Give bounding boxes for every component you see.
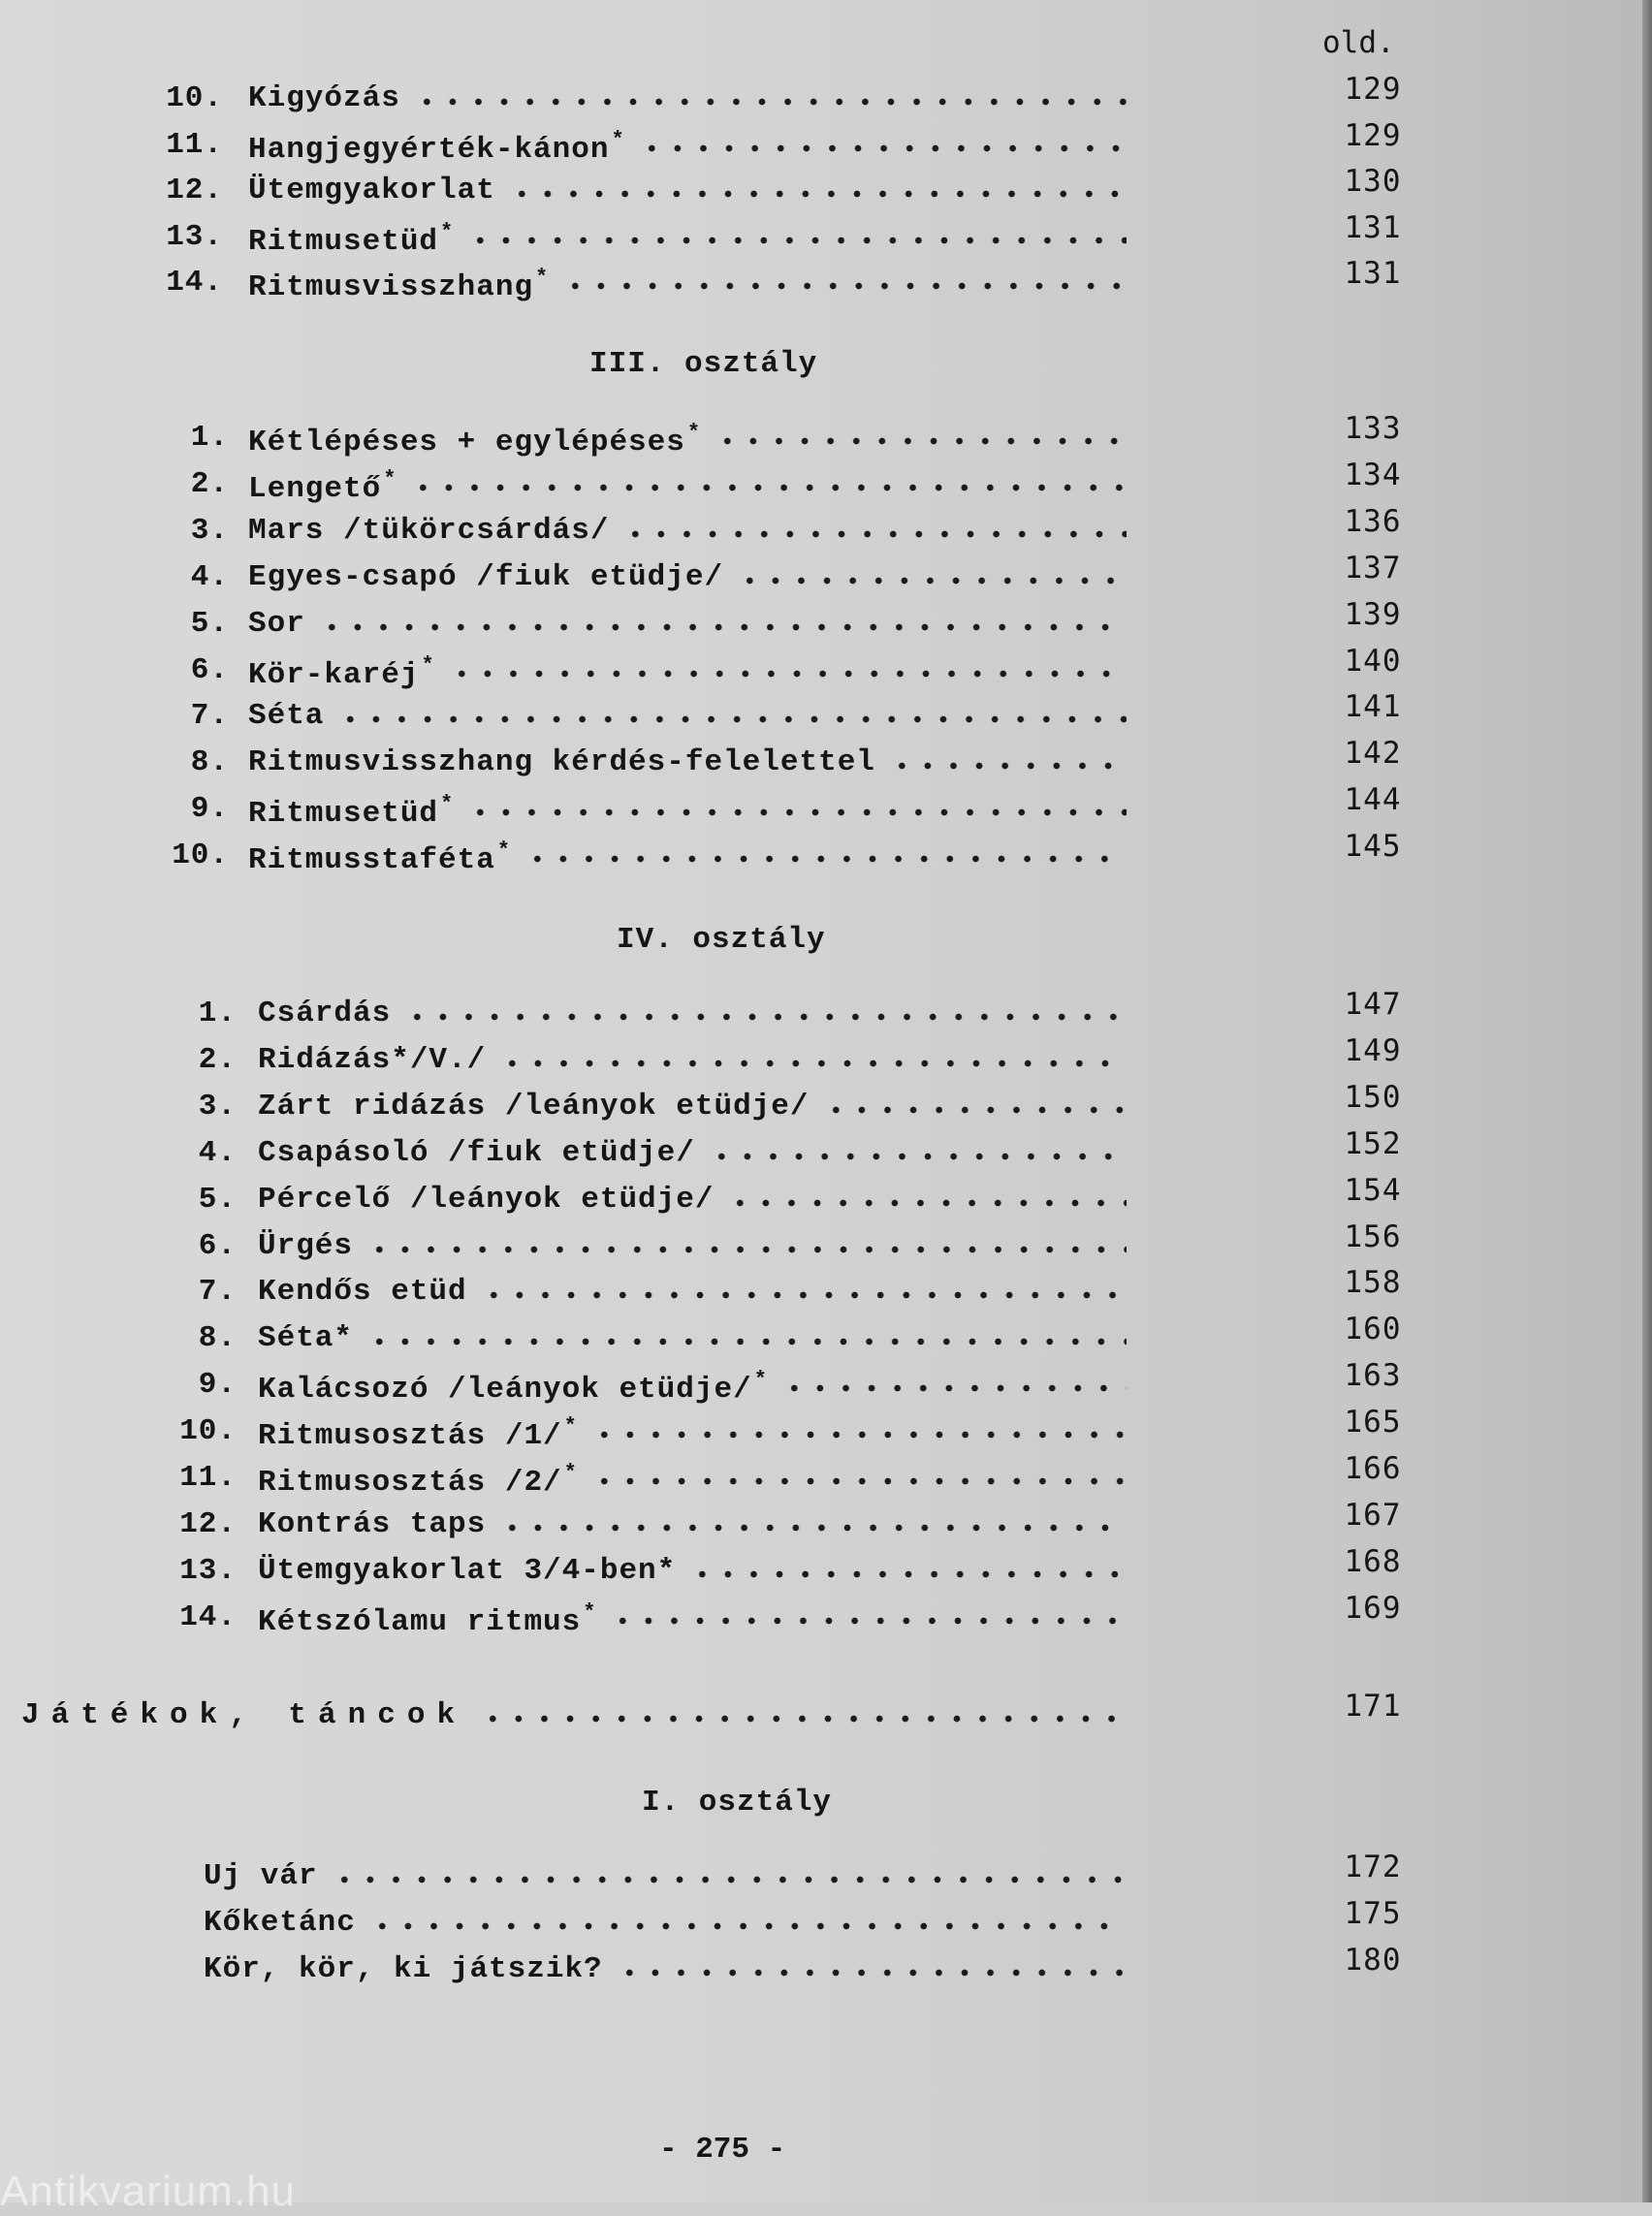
section-heading: IV. osztály	[617, 923, 826, 957]
entry-number: 7.	[198, 1275, 237, 1310]
entry-number: 9.	[198, 1368, 237, 1403]
dot-leader	[467, 807, 1127, 817]
entry-title	[248, 220, 454, 259]
dot-leader	[610, 1616, 1127, 1626]
entry-title	[258, 1461, 578, 1500]
section-heading: III. osztály	[589, 347, 818, 381]
entry-title-text: Csapásoló /fiuk etüdje/	[258, 1135, 695, 1170]
entry-page-number: 134	[1344, 457, 1402, 492]
entry-title-text: Kétlépéses + egylépéses	[248, 426, 685, 459]
entry-title-text: Hangjegyérték-kánon	[248, 132, 610, 167]
entry-page-number: 147	[1344, 987, 1402, 1022]
entry-title	[248, 653, 435, 692]
dot-leader	[562, 281, 1127, 291]
entry-number: 9.	[190, 792, 229, 827]
entry-title	[258, 1229, 353, 1263]
entry-number: 10.	[166, 81, 223, 115]
entry-title	[248, 839, 511, 877]
asterisk-mark: *	[421, 652, 435, 678]
entry-number: 12.	[179, 1506, 237, 1541]
asterisk-mark: *	[440, 219, 455, 244]
entry-title-text: Ütemgyakorlat	[248, 174, 495, 207]
entry-page-number: 129	[1344, 117, 1402, 153]
dot-leader	[499, 1523, 1127, 1533]
entry-title-text: Ürgés	[258, 1228, 354, 1263]
entry-title-text: Kör, kör, ki játszik?	[204, 1952, 603, 1986]
page-column-label: old.	[1322, 25, 1395, 60]
entry-page-number: 166	[1344, 1451, 1402, 1486]
dot-leader	[481, 1290, 1127, 1300]
entry-number: 8.	[198, 1321, 237, 1356]
dot-leader	[509, 189, 1127, 199]
entry-page-number: 131	[1344, 256, 1402, 291]
dot-leader	[709, 1152, 1127, 1161]
entry-number: 10.	[172, 839, 229, 873]
entry-number: 3.	[190, 513, 229, 548]
entry-page-number: 145	[1344, 829, 1402, 865]
entry-page-number: 156	[1344, 1219, 1402, 1254]
entry-page-number: 180	[1344, 1943, 1402, 1978]
entry-number: 11.	[166, 127, 223, 162]
entry-title	[248, 560, 723, 594]
entry-title	[248, 467, 397, 506]
entry-page-number: 158	[1344, 1265, 1402, 1301]
entry-title	[258, 1507, 486, 1541]
entry-number: 5.	[198, 1182, 237, 1217]
dot-leader	[622, 529, 1127, 539]
dot-leader	[889, 761, 1127, 771]
entry-page-number: 144	[1344, 782, 1402, 818]
entry-title	[248, 421, 701, 459]
dot-leader	[591, 1476, 1127, 1486]
dot-leader	[366, 1245, 1127, 1254]
entry-page-number: 154	[1344, 1172, 1402, 1208]
asterisk-mark: *	[563, 1461, 578, 1485]
dot-leader	[332, 1875, 1127, 1884]
entry-title-text: Kendős etüd	[258, 1275, 467, 1310]
dot-leader	[449, 669, 1127, 679]
asterisk-mark: *	[563, 1414, 578, 1440]
toc-entry	[0, 829, 1652, 883]
entry-page-number: 167	[1344, 1497, 1402, 1533]
dot-leader	[414, 97, 1127, 107]
entry-title	[248, 699, 324, 733]
entry-page-number: 163	[1344, 1358, 1402, 1394]
entry-title	[248, 514, 609, 548]
entry-page-number: 149	[1344, 1032, 1402, 1068]
entry-title	[248, 266, 549, 304]
asterisk-mark: *	[753, 1368, 768, 1393]
entry-page-number: 172	[1344, 1850, 1402, 1884]
entry-number: 7.	[190, 699, 229, 734]
entry-title-text: Ritmusosztás /2/	[258, 1466, 562, 1500]
entry-title-text: Uj vár	[204, 1859, 318, 1893]
entry-title-text: Egyes-csapó /fiuk etüdje/	[248, 559, 724, 594]
entry-number: 12.	[166, 174, 223, 207]
entry-title	[258, 1043, 486, 1077]
entry-title	[204, 1859, 318, 1893]
entry-title	[204, 1952, 603, 1986]
entry-number: 3.	[198, 1089, 237, 1124]
entry-number: 6.	[198, 1228, 237, 1263]
entry-number: 13.	[166, 219, 223, 254]
entry-number: 14.	[179, 1599, 237, 1634]
entry-page-number: 168	[1344, 1543, 1402, 1579]
dot-leader	[480, 1714, 1127, 1724]
entry-title-text: Ridázás*/V./	[258, 1042, 487, 1077]
dot-leader	[467, 236, 1127, 245]
dot-leader	[823, 1105, 1127, 1115]
asterisk-mark: *	[583, 1599, 597, 1625]
entry-title-text: Mars /tükörcsárdás/	[248, 513, 610, 548]
entry-title-text: Kigyózás	[248, 81, 400, 115]
entry-number: 8.	[190, 745, 229, 780]
entry-number: 4.	[198, 1135, 237, 1170]
entry-page-number: 150	[1344, 1079, 1402, 1115]
entry-title-text: Ritmusvisszhang kérdés-felelettel	[248, 745, 875, 780]
entry-title-text: Ritmusetüd	[248, 797, 439, 832]
games-section-entry	[0, 1689, 1652, 1743]
entry-page-number: 137	[1344, 550, 1402, 586]
dot-leader	[617, 1968, 1127, 1978]
entry-number: 14.	[166, 266, 223, 300]
toc-entry	[0, 1943, 1652, 1997]
dot-leader	[781, 1383, 1127, 1393]
entry-title	[258, 1321, 353, 1355]
entry-number: 2.	[198, 1042, 237, 1077]
entry-page-number: 136	[1344, 503, 1402, 539]
entry-title-text: Csárdás	[258, 997, 392, 1030]
entry-title	[258, 1368, 768, 1407]
entry-page-number: 142	[1344, 736, 1402, 772]
entry-number: 13.	[179, 1553, 237, 1588]
entry-title-text: Ritmusetüd	[248, 224, 439, 259]
entry-page-number: 141	[1344, 689, 1402, 725]
entry-title-text: Sor	[248, 606, 305, 641]
entry-number: 6.	[190, 652, 229, 687]
dot-leader	[337, 714, 1127, 724]
entry-title	[258, 1275, 467, 1309]
entry-title-text: Kétszólamu ritmus	[258, 1604, 582, 1639]
entry-title-text: Ritmusosztás /1/	[258, 1419, 562, 1454]
games-section-title: Játékok, táncok	[21, 1698, 467, 1732]
asterisk-mark: *	[611, 127, 625, 152]
entry-title-text: Séta	[248, 699, 325, 734]
entry-title	[258, 1414, 578, 1453]
entry-title-text: Pércelő /leányok etüdje/	[258, 1182, 715, 1217]
entry-page-number: 175	[1344, 1896, 1402, 1931]
dot-leader	[366, 1337, 1127, 1346]
dot-leader	[524, 854, 1127, 864]
entry-title-text: Ritmusvisszhang	[248, 270, 534, 304]
entry-title-text: Ütemgyakorlat 3/4-ben*	[258, 1553, 677, 1588]
entry-page-number: 152	[1344, 1125, 1402, 1161]
entry-page-number: 165	[1344, 1405, 1402, 1440]
entry-title-text: Zárt ridázás /leányok etüdje/	[258, 1089, 810, 1124]
watermark: Antikvarium.hu	[0, 2168, 297, 2215]
entry-title	[258, 997, 391, 1030]
entry-page-number: 130	[1344, 164, 1402, 199]
dot-leader	[737, 576, 1127, 586]
entry-page-number: 171	[1344, 1689, 1402, 1724]
entry-title	[248, 128, 625, 167]
entry-number: 10.	[179, 1414, 237, 1449]
entry-page-number: 131	[1344, 209, 1402, 245]
dot-leader	[319, 622, 1127, 632]
entry-title	[248, 81, 400, 115]
entry-number: 11.	[179, 1461, 237, 1495]
entry-title-text: Lengető	[248, 471, 382, 506]
dot-leader	[715, 436, 1127, 446]
entry-title-text: Ritmusstaféta	[248, 843, 495, 878]
entry-title	[258, 1554, 676, 1588]
dot-leader	[369, 1921, 1127, 1931]
asterisk-mark: *	[440, 792, 455, 817]
dot-leader	[639, 143, 1127, 153]
entry-number: 5.	[190, 606, 229, 641]
dot-leader	[727, 1198, 1127, 1208]
entry-title-text: Séta*	[258, 1321, 354, 1356]
entry-title	[204, 1906, 356, 1940]
section-heading: I. osztály	[642, 1786, 833, 1820]
entry-title	[248, 607, 305, 641]
entry-number: 4.	[190, 559, 229, 594]
entry-page-number: 129	[1344, 72, 1402, 107]
dot-leader	[591, 1430, 1127, 1440]
entry-page-number: 140	[1344, 643, 1402, 679]
entry-number: 1.	[198, 997, 237, 1030]
asterisk-mark: *	[686, 421, 702, 445]
dot-leader	[689, 1569, 1127, 1579]
page-number: - 275 -	[659, 2133, 786, 2167]
dot-leader	[410, 483, 1127, 492]
entry-page-number: 160	[1344, 1312, 1402, 1347]
entry-title-text: Kör-karéj	[248, 657, 420, 692]
dot-leader	[404, 1012, 1127, 1022]
entry-title	[248, 745, 875, 779]
entry-page-number: 169	[1344, 1590, 1402, 1626]
asterisk-mark: *	[383, 466, 397, 491]
entry-title-text: Kalácsozó /leányok etüdje/	[258, 1373, 752, 1408]
dot-leader	[499, 1059, 1127, 1068]
entry-number: 1.	[190, 421, 229, 455]
entry-title	[248, 174, 495, 207]
toc-entry	[0, 256, 1652, 310]
entry-title	[258, 1090, 810, 1124]
entry-page-number: 133	[1344, 411, 1402, 446]
entry-title-text: Kontrás taps	[258, 1506, 487, 1541]
entry-number: 2.	[190, 466, 229, 501]
entry-title	[258, 1183, 714, 1217]
entry-title	[258, 1136, 695, 1170]
entry-title	[248, 792, 454, 831]
entry-page-number: 139	[1344, 596, 1402, 632]
toc-entry	[0, 1590, 1652, 1645]
asterisk-mark: *	[535, 266, 550, 290]
entry-title	[258, 1600, 596, 1639]
entry-title-text: Kőketánc	[204, 1906, 356, 1940]
asterisk-mark: *	[496, 839, 512, 864]
